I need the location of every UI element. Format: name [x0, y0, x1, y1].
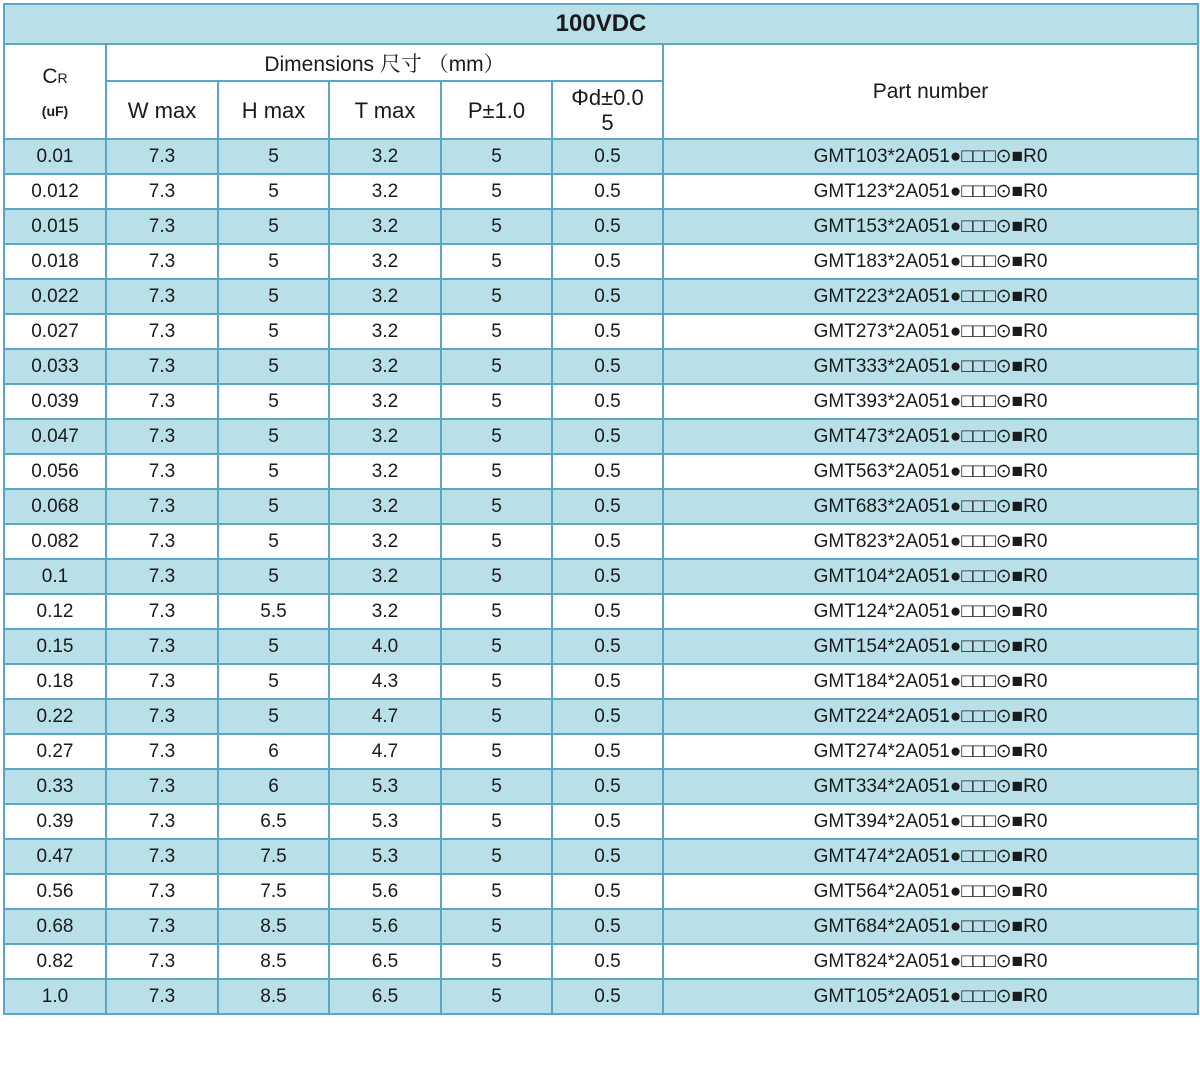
- width-cell: 7.3: [106, 209, 218, 244]
- height-cell: 5: [218, 699, 329, 734]
- part-number-cell: GMT184*2A051●□□□⊙■R0: [663, 664, 1198, 699]
- thickness-cell: 3.2: [329, 419, 441, 454]
- height-cell: 5: [218, 209, 329, 244]
- lead-diameter-cell: 0.5: [552, 209, 663, 244]
- width-cell: 7.3: [106, 174, 218, 209]
- thickness-cell: 6.5: [329, 944, 441, 979]
- thickness-cell: 3.2: [329, 384, 441, 419]
- lead-diameter-cell: 0.5: [552, 979, 663, 1014]
- width-cell: 7.3: [106, 629, 218, 664]
- part-number-cell: GMT334*2A051●□□□⊙■R0: [663, 769, 1198, 804]
- capacitance-cell: 0.47: [4, 839, 106, 874]
- height-cell: 5: [218, 139, 329, 174]
- part-number-cell: GMT473*2A051●□□□⊙■R0: [663, 419, 1198, 454]
- capacitance-cell: 0.82: [4, 944, 106, 979]
- part-number-cell: GMT124*2A051●□□□⊙■R0: [663, 594, 1198, 629]
- capacitance-cell: 0.056: [4, 454, 106, 489]
- width-cell: 7.3: [106, 804, 218, 839]
- height-cell: 5: [218, 489, 329, 524]
- height-cell: 8.5: [218, 944, 329, 979]
- pitch-cell: 5: [441, 314, 552, 349]
- width-cell: 7.3: [106, 979, 218, 1014]
- thickness-cell: 5.3: [329, 769, 441, 804]
- height-cell: 5: [218, 524, 329, 559]
- capacitance-cell: 0.022: [4, 279, 106, 314]
- dimensions-header: Dimensions 尺寸 （mm）: [106, 44, 663, 81]
- capacitance-cell: 0.56: [4, 874, 106, 909]
- table-row: [4, 419, 1198, 454]
- pitch-cell: 5: [441, 699, 552, 734]
- capacitance-cell: 0.15: [4, 629, 106, 664]
- thickness-cell: 5.3: [329, 804, 441, 839]
- part-number-cell: GMT394*2A051●□□□⊙■R0: [663, 804, 1198, 839]
- lead-diameter-header: [552, 81, 663, 139]
- part-number-cell: GMT683*2A051●□□□⊙■R0: [663, 489, 1198, 524]
- capacitance-cell: 0.018: [4, 244, 106, 279]
- capacitance-cell: 0.039: [4, 384, 106, 419]
- pitch-cell: 5: [441, 804, 552, 839]
- lead-diameter-cell: 0.5: [552, 769, 663, 804]
- pitch-cell: 5: [441, 419, 552, 454]
- table-row: [4, 209, 1198, 244]
- table-row: [4, 839, 1198, 874]
- thickness-cell: 3.2: [329, 594, 441, 629]
- table-row: [4, 769, 1198, 804]
- width-cell: 7.3: [106, 874, 218, 909]
- width-cell: 7.3: [106, 419, 218, 454]
- table-row: [4, 384, 1198, 419]
- part-number-cell: GMT103*2A051●□□□⊙■R0: [663, 139, 1198, 174]
- thickness-cell: 3.2: [329, 279, 441, 314]
- width-cell: 7.3: [106, 279, 218, 314]
- height-cell: 5.5: [218, 594, 329, 629]
- height-cell: 5: [218, 384, 329, 419]
- width-cell: 7.3: [106, 769, 218, 804]
- part-number-cell: GMT153*2A051●□□□⊙■R0: [663, 209, 1198, 244]
- width-cell: 7.3: [106, 699, 218, 734]
- part-number-cell: GMT104*2A051●□□□⊙■R0: [663, 559, 1198, 594]
- height-cell: 5: [218, 314, 329, 349]
- spec-table: [3, 3, 1199, 1015]
- width-header: W max: [106, 81, 218, 139]
- thickness-cell: 3.2: [329, 489, 441, 524]
- table-row: [4, 699, 1198, 734]
- table-row: [4, 349, 1198, 384]
- pitch-cell: 5: [441, 349, 552, 384]
- capacitance-cell: 1.0: [4, 979, 106, 1014]
- width-cell: 7.3: [106, 139, 218, 174]
- height-cell: 5: [218, 279, 329, 314]
- part-number-cell: GMT564*2A051●□□□⊙■R0: [663, 874, 1198, 909]
- height-cell: 5: [218, 174, 329, 209]
- pitch-cell: 5: [441, 174, 552, 209]
- width-cell: 7.3: [106, 244, 218, 279]
- thickness-cell: 3.2: [329, 314, 441, 349]
- thickness-cell: 3.2: [329, 349, 441, 384]
- capacitance-cell: 0.033: [4, 349, 106, 384]
- lead-diameter-cell: 0.5: [552, 699, 663, 734]
- pitch-header: P±1.0: [441, 81, 552, 139]
- pitch-cell: 5: [441, 979, 552, 1014]
- thickness-cell: 3.2: [329, 454, 441, 489]
- thickness-cell: 4.7: [329, 734, 441, 769]
- table-row: [4, 594, 1198, 629]
- part-number-cell: GMT273*2A051●□□□⊙■R0: [663, 314, 1198, 349]
- capacitance-unit: (uF): [41, 102, 69, 119]
- width-cell: 7.3: [106, 384, 218, 419]
- thickness-cell: 3.2: [329, 139, 441, 174]
- capacitance-cell: 0.18: [4, 664, 106, 699]
- capacitance-cell: 0.39: [4, 804, 106, 839]
- lead-diameter-cell: 0.5: [552, 314, 663, 349]
- width-cell: 7.3: [106, 734, 218, 769]
- thickness-cell: 3.2: [329, 524, 441, 559]
- pitch-cell: 5: [441, 279, 552, 314]
- table-row: [4, 559, 1198, 594]
- lead-diameter-cell: 0.5: [552, 629, 663, 664]
- height-cell: 5: [218, 349, 329, 384]
- lead-diameter-cell: 0.5: [552, 594, 663, 629]
- part-number-cell: GMT105*2A051●□□□⊙■R0: [663, 979, 1198, 1014]
- lead-diameter-cell: 0.5: [552, 489, 663, 524]
- lead-diameter-header-line1: Φd±0.0: [571, 85, 644, 110]
- pitch-cell: 5: [441, 839, 552, 874]
- height-cell: 5: [218, 419, 329, 454]
- part-number-cell: GMT474*2A051●□□□⊙■R0: [663, 839, 1198, 874]
- thickness-cell: 6.5: [329, 979, 441, 1014]
- part-number-cell: GMT183*2A051●□□□⊙■R0: [663, 244, 1198, 279]
- thickness-cell: 3.2: [329, 244, 441, 279]
- capacitance-cell: 0.068: [4, 489, 106, 524]
- lead-diameter-header-line2: 5: [601, 110, 614, 135]
- thickness-cell: 4.7: [329, 699, 441, 734]
- table-row: [4, 909, 1198, 944]
- capacitance-cell: 0.68: [4, 909, 106, 944]
- lead-diameter-cell: 0.5: [552, 419, 663, 454]
- height-cell: 7.5: [218, 839, 329, 874]
- lead-diameter-cell: 0.5: [552, 139, 663, 174]
- capacitance-cell: 0.12: [4, 594, 106, 629]
- part-number-cell: GMT684*2A051●□□□⊙■R0: [663, 909, 1198, 944]
- table-body: [4, 139, 1198, 1014]
- thickness-cell: 5.6: [329, 909, 441, 944]
- width-cell: 7.3: [106, 594, 218, 629]
- thickness-cell: 3.2: [329, 209, 441, 244]
- lead-diameter-cell: 0.5: [552, 559, 663, 594]
- capacitance-cell: 0.082: [4, 524, 106, 559]
- thickness-cell: 4.3: [329, 664, 441, 699]
- capacitance-cell: 0.27: [4, 734, 106, 769]
- part-number-cell: GMT123*2A051●□□□⊙■R0: [663, 174, 1198, 209]
- height-cell: 6: [218, 769, 329, 804]
- table-row: [4, 524, 1198, 559]
- height-cell: 5: [218, 559, 329, 594]
- table-row: [4, 979, 1198, 1014]
- width-cell: 7.3: [106, 524, 218, 559]
- pitch-cell: 5: [441, 384, 552, 419]
- pitch-cell: 5: [441, 734, 552, 769]
- lead-diameter-cell: 0.5: [552, 279, 663, 314]
- capacitance-cell: 0.047: [4, 419, 106, 454]
- table-row: [4, 139, 1198, 174]
- pitch-cell: 5: [441, 769, 552, 804]
- lead-diameter-cell: 0.5: [552, 804, 663, 839]
- lead-diameter-cell: 0.5: [552, 384, 663, 419]
- pitch-cell: 5: [441, 209, 552, 244]
- lead-diameter-cell: 0.5: [552, 664, 663, 699]
- lead-diameter-cell: 0.5: [552, 944, 663, 979]
- capacitance-cell: 0.027: [4, 314, 106, 349]
- table-title: 100VDC: [4, 4, 1198, 44]
- pitch-cell: 5: [441, 454, 552, 489]
- height-header: H max: [218, 81, 329, 139]
- thickness-header: T max: [329, 81, 441, 139]
- part-number-header: Part number: [663, 44, 1198, 139]
- height-cell: 8.5: [218, 979, 329, 1014]
- table-row: [4, 314, 1198, 349]
- width-cell: 7.3: [106, 944, 218, 979]
- lead-diameter-cell: 0.5: [552, 454, 663, 489]
- lead-diameter-cell: 0.5: [552, 174, 663, 209]
- part-number-cell: GMT823*2A051●□□□⊙■R0: [663, 524, 1198, 559]
- table-row: [4, 489, 1198, 524]
- pitch-cell: 5: [441, 664, 552, 699]
- height-cell: 7.5: [218, 874, 329, 909]
- height-cell: 5: [218, 664, 329, 699]
- pitch-cell: 5: [441, 874, 552, 909]
- thickness-cell: 5.6: [329, 874, 441, 909]
- pitch-cell: 5: [441, 909, 552, 944]
- height-cell: 5: [218, 244, 329, 279]
- pitch-cell: 5: [441, 629, 552, 664]
- capacitance-header: [4, 44, 106, 139]
- lead-diameter-cell: 0.5: [552, 909, 663, 944]
- thickness-cell: 5.3: [329, 839, 441, 874]
- table-row: [4, 944, 1198, 979]
- table-row: [4, 174, 1198, 209]
- pitch-cell: 5: [441, 139, 552, 174]
- part-number-cell: GMT274*2A051●□□□⊙■R0: [663, 734, 1198, 769]
- capacitance-cell: 0.015: [4, 209, 106, 244]
- lead-diameter-cell: 0.5: [552, 244, 663, 279]
- part-number-cell: GMT223*2A051●□□□⊙■R0: [663, 279, 1198, 314]
- pitch-cell: 5: [441, 244, 552, 279]
- capacitance-cell: 0.22: [4, 699, 106, 734]
- part-number-cell: GMT224*2A051●□□□⊙■R0: [663, 699, 1198, 734]
- width-cell: 7.3: [106, 454, 218, 489]
- table-row: [4, 244, 1198, 279]
- lead-diameter-cell: 0.5: [552, 734, 663, 769]
- capacitance-cell: 0.01: [4, 139, 106, 174]
- width-cell: 7.3: [106, 349, 218, 384]
- table-row: [4, 664, 1198, 699]
- width-cell: 7.3: [106, 489, 218, 524]
- lead-diameter-cell: 0.5: [552, 839, 663, 874]
- part-number-cell: GMT154*2A051●□□□⊙■R0: [663, 629, 1198, 664]
- table-row: [4, 629, 1198, 664]
- table-row: [4, 734, 1198, 769]
- lead-diameter-cell: 0.5: [552, 349, 663, 384]
- part-number-cell: GMT824*2A051●□□□⊙■R0: [663, 944, 1198, 979]
- part-number-cell: GMT563*2A051●□□□⊙■R0: [663, 454, 1198, 489]
- height-cell: 6.5: [218, 804, 329, 839]
- width-cell: 7.3: [106, 839, 218, 874]
- capacitance-subscript: R: [57, 69, 68, 86]
- table-row: [4, 454, 1198, 489]
- height-cell: 5: [218, 454, 329, 489]
- table-row: [4, 804, 1198, 839]
- pitch-cell: 5: [441, 524, 552, 559]
- capacitance-cell: 0.33: [4, 769, 106, 804]
- thickness-cell: 3.2: [329, 174, 441, 209]
- table-row: [4, 874, 1198, 909]
- part-number-cell: GMT393*2A051●□□□⊙■R0: [663, 384, 1198, 419]
- width-cell: 7.3: [106, 909, 218, 944]
- height-cell: 6: [218, 734, 329, 769]
- pitch-cell: 5: [441, 559, 552, 594]
- capacitance-symbol: C: [42, 64, 58, 88]
- lead-diameter-cell: 0.5: [552, 874, 663, 909]
- capacitance-cell: 0.012: [4, 174, 106, 209]
- pitch-cell: 5: [441, 594, 552, 629]
- thickness-cell: 4.0: [329, 629, 441, 664]
- capacitance-cell: 0.1: [4, 559, 106, 594]
- thickness-cell: 3.2: [329, 559, 441, 594]
- table-row: [4, 279, 1198, 314]
- width-cell: 7.3: [106, 664, 218, 699]
- width-cell: 7.3: [106, 559, 218, 594]
- pitch-cell: 5: [441, 489, 552, 524]
- pitch-cell: 5: [441, 944, 552, 979]
- lead-diameter-cell: 0.5: [552, 524, 663, 559]
- part-number-cell: GMT333*2A051●□□□⊙■R0: [663, 349, 1198, 384]
- height-cell: 5: [218, 629, 329, 664]
- height-cell: 8.5: [218, 909, 329, 944]
- width-cell: 7.3: [106, 314, 218, 349]
